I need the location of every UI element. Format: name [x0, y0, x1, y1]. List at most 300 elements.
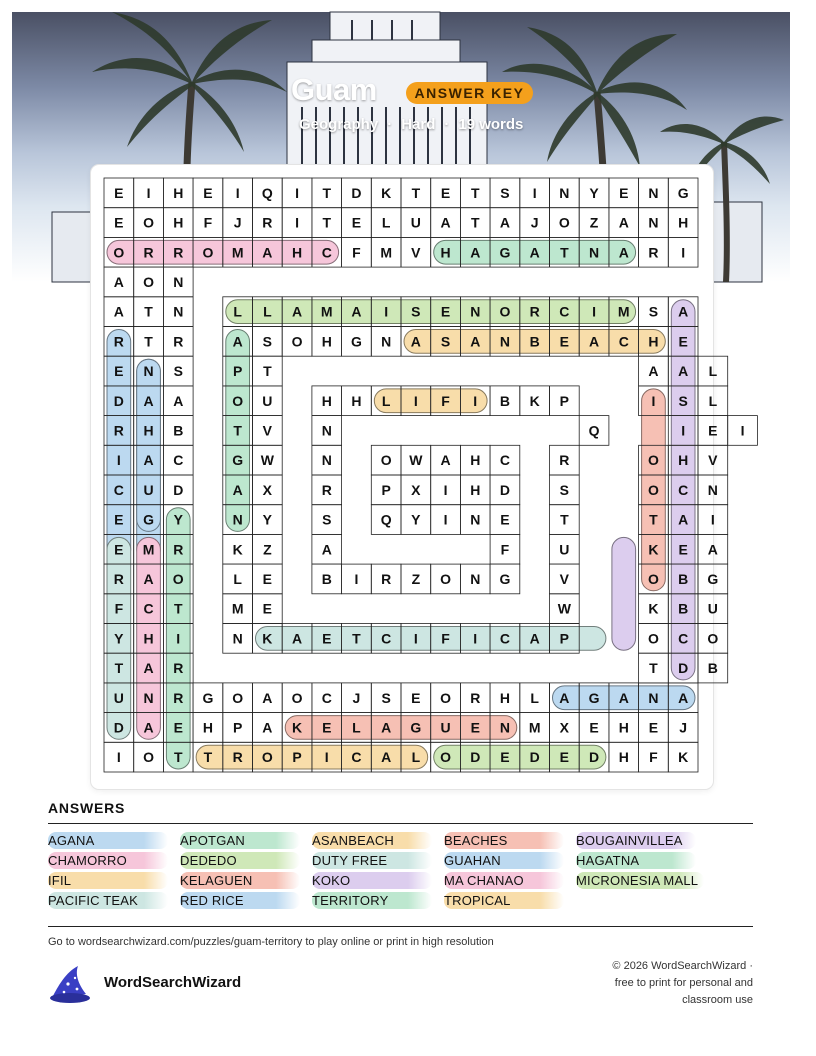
grid-letter: E — [262, 600, 273, 617]
grid-letter: A — [499, 214, 511, 231]
grid-letter: F — [441, 392, 450, 409]
grid-letter: T — [263, 363, 272, 380]
grid-letter: G — [677, 184, 689, 201]
grid-letter: I — [532, 184, 537, 201]
grid-letter: I — [681, 422, 686, 439]
grid-letter: T — [173, 600, 183, 617]
grid-letter: H — [173, 214, 184, 231]
grid-letter: D — [588, 749, 600, 766]
grid-letter: B — [678, 570, 689, 587]
grid-letter: Q — [380, 511, 392, 528]
grid-letter: Z — [263, 541, 272, 558]
grid-letter: G — [410, 719, 422, 736]
grid-letter: R — [173, 660, 184, 677]
grid-letter: A — [143, 452, 154, 469]
grid-letter: C — [381, 630, 392, 647]
grid-letter: E — [559, 749, 570, 766]
grid-letter: R — [113, 570, 124, 587]
grid-letter: A — [262, 244, 273, 261]
grid-letter: C — [559, 303, 570, 320]
grid-letter: Z — [589, 214, 599, 231]
grid-letter: H — [321, 392, 332, 409]
grid-letter: S — [440, 333, 451, 350]
brand-name: WordSearchWizard — [104, 974, 242, 991]
grid-letter: E — [440, 303, 451, 320]
grid-letter: I — [295, 184, 299, 201]
grid-letter: M — [528, 719, 541, 736]
divider-bottom — [48, 926, 753, 927]
grid-letter: A — [529, 244, 540, 261]
grid-letter: T — [322, 214, 332, 231]
answer-word: DEDEDO — [180, 852, 300, 869]
grid-letter: S — [648, 303, 659, 320]
grid-letter: X — [559, 719, 570, 736]
grid-letter: L — [263, 303, 272, 320]
grid-letter: L — [233, 303, 242, 320]
grid-letter: H — [321, 333, 332, 350]
grid-letter: T — [470, 184, 480, 201]
grid-letter: C — [321, 689, 332, 706]
grid-letter: L — [381, 392, 391, 409]
answer-word: BOUGAINVILLEA — [576, 832, 696, 849]
grid-letter: F — [114, 600, 124, 617]
puzzle-meta — [299, 116, 523, 133]
grid-letter: C — [499, 452, 511, 469]
grid-letter: E — [440, 184, 451, 201]
grid-letter: O — [707, 630, 719, 647]
grid-letter: K — [648, 541, 659, 558]
grid-letter: C — [618, 333, 629, 350]
grid-letter: O — [232, 689, 244, 706]
grid-letter: P — [559, 392, 570, 409]
grid-letter: T — [411, 184, 421, 201]
answer-word: KOKO — [312, 872, 432, 889]
grid-letter: A — [440, 214, 451, 231]
grid-letter: I — [354, 570, 359, 587]
grid-letter: A — [321, 541, 332, 558]
grid-letter: S — [500, 184, 510, 201]
grid-letter: U — [143, 481, 154, 498]
grid-letter: N — [143, 689, 154, 706]
grid-letter: O — [380, 452, 392, 469]
answer-word: AGANA — [48, 832, 168, 849]
grid-letter: W — [260, 452, 274, 469]
grid-letter: B — [321, 570, 332, 587]
grid-letter: E — [589, 719, 599, 736]
answer-word-list — [48, 832, 753, 914]
grid-letter: Y — [589, 184, 599, 201]
grid-letter: H — [678, 214, 689, 231]
grid-letter: H — [143, 630, 154, 647]
answer-word: KELAGUEN — [180, 872, 300, 889]
grid-letter: F — [441, 630, 450, 647]
grid-letter: L — [352, 719, 361, 736]
grid-letter: A — [529, 630, 540, 647]
grid-letter: I — [681, 244, 686, 261]
grid-letter: O — [440, 570, 451, 587]
grid-letter: E — [648, 719, 659, 736]
grid-letter: D — [113, 392, 124, 409]
grid-letter: N — [707, 481, 718, 498]
grid-letter: O — [648, 481, 659, 498]
grid-letter: B — [529, 333, 540, 350]
grid-letter: H — [618, 749, 629, 766]
grid-letter: A — [678, 689, 689, 706]
grid-letter: H — [440, 244, 451, 261]
grid-letter: M — [142, 541, 155, 558]
grid-letter: A — [143, 719, 154, 736]
grid-letter: P — [232, 719, 243, 736]
grid-letter: G — [351, 333, 362, 350]
grid-letter: P — [292, 749, 302, 766]
grid-letter: R — [321, 481, 332, 498]
grid-letter: O — [558, 214, 570, 231]
grid-letter: A — [381, 719, 392, 736]
grid-letter: I — [473, 392, 478, 409]
grid-letter: X — [411, 481, 421, 498]
page-title: Guam — [291, 72, 377, 107]
grid-letter: E — [619, 184, 629, 201]
grid-letter: E — [559, 333, 570, 350]
grid-letter: O — [261, 749, 273, 766]
grid-letter: T — [322, 184, 332, 201]
grid-letter: E — [203, 184, 213, 201]
grid-letter: I — [295, 214, 299, 231]
grid-letter: O — [232, 392, 244, 409]
grid-letter: E — [114, 214, 124, 231]
grid-letter: N — [321, 452, 332, 469]
grid-letter: D — [351, 184, 362, 201]
grid-letter: X — [262, 481, 273, 498]
grid-letter: B — [173, 422, 184, 439]
grid-letter: H — [499, 689, 511, 706]
grid-letter: B — [707, 660, 718, 677]
grid-letter: S — [322, 511, 332, 528]
grid-letter: R — [529, 303, 540, 320]
grid-letter: P — [232, 363, 243, 380]
grid-letter: C — [143, 600, 154, 617]
grid-letter: B — [499, 392, 511, 409]
grid-letter: U — [559, 541, 570, 558]
answer-word: APOTGAN — [180, 832, 300, 849]
grid-letter: N — [648, 184, 659, 201]
grid-letter: O — [291, 689, 303, 706]
grid-letter: I — [116, 452, 121, 469]
grid-letter: I — [443, 511, 448, 528]
grid-letter: N — [173, 303, 184, 320]
answer-word: RED RICE — [180, 892, 300, 909]
grid-letter: Y — [173, 511, 183, 528]
answer-key-badge: ANSWER KEY — [406, 82, 533, 104]
grid-letter: O — [172, 570, 184, 587]
answer-word: GUAHAN — [444, 852, 564, 869]
grid-letter: O — [113, 244, 125, 261]
grid-letter: I — [384, 303, 389, 320]
grid-letter: N — [470, 570, 481, 587]
grid-letter: A — [707, 541, 718, 558]
grid-letter: H — [173, 184, 184, 201]
grid-letter: G — [499, 570, 511, 587]
grid-letter: A — [143, 570, 154, 587]
grid-letter: R — [173, 244, 184, 261]
grid-letter: N — [648, 689, 659, 706]
answer-word: BEACHES — [444, 832, 564, 849]
grid-letter: A — [648, 363, 659, 380]
grid-letter: A — [143, 392, 154, 409]
grid-letter: A — [291, 630, 303, 647]
grid-letter: A — [291, 303, 303, 320]
grid-letter: R — [143, 244, 154, 261]
grid-letter: I — [710, 511, 715, 528]
grid-letter: L — [411, 749, 421, 766]
grid-letter: Q — [588, 422, 600, 439]
grid-letter: A — [232, 333, 243, 350]
answer-word: TROPICAL — [444, 892, 564, 909]
word-count-label: 19 words — [458, 116, 524, 133]
grid-letter: T — [144, 333, 153, 350]
grid-letter: L — [708, 392, 718, 409]
grid-letter: D — [113, 719, 124, 736]
grid-letter: A — [618, 244, 629, 261]
grid-letter: H — [202, 719, 214, 736]
grid-letter: E — [114, 541, 124, 558]
grid-letter: Z — [411, 570, 421, 587]
grid-letter: H — [678, 452, 689, 469]
grid-letter: K — [648, 600, 659, 617]
grid-letter: A — [559, 689, 570, 706]
grid-letter: H — [648, 333, 659, 350]
grid-letter: E — [262, 570, 273, 587]
grid-letter: J — [530, 214, 539, 231]
grid-letter: Y — [114, 630, 124, 647]
grid-letter: E — [322, 630, 332, 647]
grid-letter: A — [173, 392, 184, 409]
grid-letter: O — [499, 303, 511, 320]
grid-letter: M — [231, 244, 244, 261]
grid-letter: N — [143, 363, 154, 380]
grid-letter: R — [559, 452, 570, 469]
grid-letter: I — [473, 630, 478, 647]
grid-letter: F — [352, 244, 361, 261]
grid-letter: C — [351, 749, 362, 766]
grid-letter: N — [499, 333, 511, 350]
grid-letter: V — [559, 570, 570, 587]
copyright-text — [553, 958, 753, 1009]
grid-letter: T — [352, 630, 361, 647]
grid-letter: I — [413, 630, 418, 647]
grid-letter: N — [381, 333, 392, 350]
grid-letter: R — [173, 541, 184, 558]
grid-letter: A — [678, 303, 689, 320]
word-search-grid — [104, 178, 745, 772]
answer-word: MICRONESIA MALL — [576, 872, 704, 889]
grid-letter: N — [499, 719, 511, 736]
cell-layer — [104, 178, 757, 772]
category-label: Geography — [299, 116, 379, 133]
grid-letter: T — [649, 511, 658, 528]
separator-dot: · — [387, 116, 393, 133]
grid-letter: D — [529, 749, 540, 766]
grid-letter: W — [409, 452, 423, 469]
grid-letter: A — [588, 333, 600, 350]
grid-letter: M — [617, 303, 630, 320]
grid-letter: D — [173, 481, 184, 498]
copyright-line: classroom use — [682, 994, 753, 1006]
grid-letter: H — [470, 481, 481, 498]
grid-letter: A — [470, 333, 481, 350]
grid-letter: U — [707, 600, 718, 617]
grid-letter: I — [651, 392, 656, 409]
grid-letter: R — [262, 214, 273, 231]
grid-letter: A — [381, 749, 392, 766]
grid-letter: L — [233, 570, 242, 587]
grid-letter: T — [560, 244, 569, 261]
grid-letter: E — [500, 749, 510, 766]
grid-letter: K — [529, 392, 540, 409]
difficulty-label: Hard — [401, 116, 436, 133]
grid-letter: I — [443, 481, 448, 498]
grid-letter: G — [232, 452, 244, 469]
grid-letter: A — [618, 689, 629, 706]
highlight-koko — [612, 537, 636, 650]
grid-letter: G — [143, 511, 154, 528]
grid-letter: E — [351, 214, 362, 231]
grid-letter: G — [202, 689, 214, 706]
grid-letter: S — [678, 392, 688, 409]
grid-letter: I — [116, 749, 121, 766]
grid-letter: S — [411, 303, 421, 320]
grid-letter: E — [114, 511, 124, 528]
grid-letter: G — [707, 570, 719, 587]
grid-letter: T — [203, 749, 213, 766]
grid-letter: G — [499, 244, 511, 261]
grid-letter: J — [679, 719, 688, 736]
grid-letter: L — [381, 214, 391, 231]
grid-letter: H — [291, 244, 303, 261]
grid-letter: T — [114, 660, 124, 677]
grid-letter: C — [113, 481, 124, 498]
grid-letter: T — [144, 303, 153, 320]
grid-letter: C — [321, 244, 332, 261]
grid-letter: O — [143, 214, 154, 231]
grid-letter: E — [411, 689, 421, 706]
grid-letter: T — [649, 660, 658, 677]
grid-letter: I — [413, 392, 418, 409]
grid-letter: R — [470, 689, 481, 706]
grid-letter: A — [618, 214, 629, 231]
grid-letter: Y — [262, 511, 273, 528]
grid-letter: U — [410, 214, 421, 231]
grid-letter: A — [678, 511, 689, 528]
answer-word: IFIL — [48, 872, 168, 889]
grid-letter: N — [559, 184, 570, 201]
grid-letter: R — [173, 689, 184, 706]
grid-letter: L — [530, 689, 539, 706]
grid-letter: U — [440, 719, 451, 736]
grid-letter: R — [381, 570, 392, 587]
grid-letter: U — [262, 392, 273, 409]
grid-letter: O — [440, 749, 451, 766]
grid-letter: E — [173, 719, 183, 736]
grid-letter: T — [560, 511, 569, 528]
grid-letter: N — [470, 511, 481, 528]
grid-letter: O — [440, 689, 451, 706]
grid-letter: R — [113, 333, 124, 350]
grid-letter: E — [114, 184, 124, 201]
grid-letter: N — [232, 511, 243, 528]
grid-letter: M — [380, 244, 392, 261]
grid-letter: A — [351, 303, 362, 320]
grid-letter: M — [320, 303, 333, 320]
grid-letter: S — [173, 363, 183, 380]
grid-letter: P — [559, 630, 570, 647]
grid-letter: O — [143, 749, 154, 766]
grid-letter: M — [231, 600, 244, 617]
grid-letter: A — [678, 363, 689, 380]
answer-word: PACIFIC TEAK — [48, 892, 168, 909]
grid-letter: N — [470, 303, 481, 320]
grid-letter: F — [649, 749, 658, 766]
answers-heading: ANSWERS — [48, 800, 126, 816]
grid-letter: A — [410, 333, 421, 350]
grid-letter: R — [173, 333, 184, 350]
grid-letter: H — [618, 719, 629, 736]
grid-letter: J — [233, 214, 242, 231]
grid-letter: T — [173, 749, 183, 766]
grid-letter: O — [202, 244, 214, 261]
grid-letter: E — [322, 719, 332, 736]
grid-letter: K — [232, 541, 243, 558]
grid-letter: K — [291, 719, 303, 736]
grid-letter: A — [113, 303, 124, 320]
grid-letter: C — [499, 630, 511, 647]
answer-word: HAGATNA — [576, 852, 696, 869]
grid-letter: W — [557, 600, 571, 617]
grid-letter: N — [321, 422, 332, 439]
grid-letter: V — [411, 244, 421, 261]
grid-letter: C — [678, 481, 689, 498]
grid-letter: S — [381, 689, 391, 706]
grid-letter: O — [143, 273, 154, 290]
answer-word: ASANBEACH — [312, 832, 432, 849]
grid-letter: F — [203, 214, 213, 231]
grid-letter: R — [648, 244, 659, 261]
grid-letter: G — [588, 689, 600, 706]
grid-letter: E — [678, 333, 688, 350]
grid-letter: A — [440, 452, 451, 469]
answer-word: DUTY FREE — [312, 852, 432, 869]
grid-letter: F — [500, 541, 510, 558]
grid-letter: T — [470, 214, 480, 231]
grid-letter: S — [262, 333, 273, 350]
grid-letter: I — [235, 184, 240, 201]
grid-letter: R — [113, 422, 124, 439]
grid-letter: E — [470, 719, 480, 736]
grid-letter: E — [500, 511, 510, 528]
grid-letter: H — [143, 422, 154, 439]
wizard-hat-icon — [48, 964, 94, 1004]
copyright-line: free to print for personal and — [614, 977, 753, 989]
grid-letter: N — [173, 273, 184, 290]
grid-letter: N — [232, 630, 243, 647]
grid-letter: B — [678, 600, 689, 617]
grid-letter: H — [470, 452, 481, 469]
grid-letter: A — [113, 273, 124, 290]
footer-url-text: Go to wordsearchwizard.com/puzzles/guam-territory to play online or print in high resolution — [48, 936, 494, 948]
divider-top — [48, 823, 753, 824]
grid-letter: U — [113, 689, 124, 706]
grid-letter: Y — [411, 511, 421, 528]
